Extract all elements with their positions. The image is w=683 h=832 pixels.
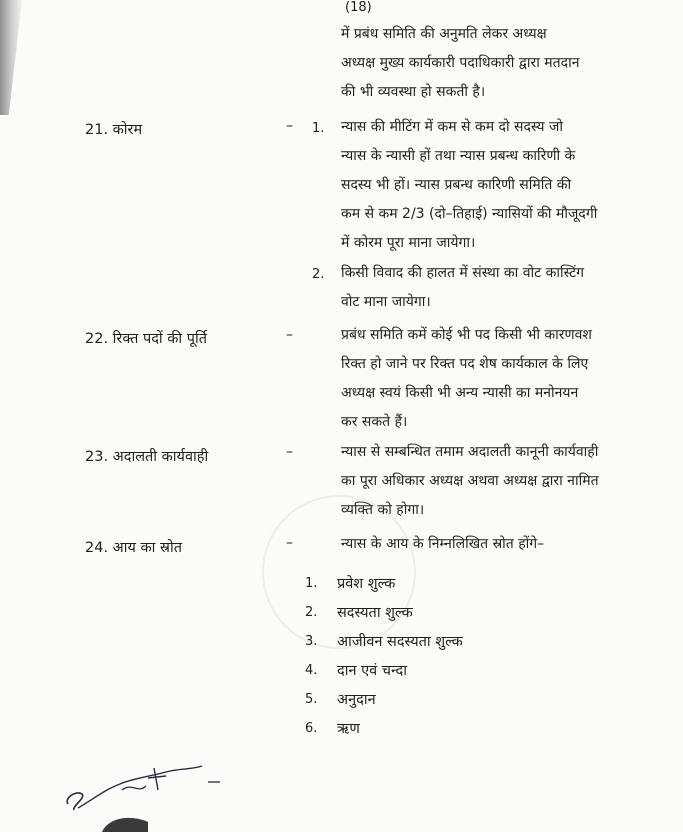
- intro-line: की भी व्यवस्था हो सकती है।: [341, 84, 486, 100]
- text-line: न्यास से सम्बन्धित तमाम अदालती कानूनी कार्यवाही: [341, 444, 599, 460]
- intro-line: अध्यक्ष मुख्य कार्यकारी पदाधिकारी द्वारा मतदान: [341, 55, 580, 71]
- income-item: आजीवन सदस्यता शुल्क: [337, 634, 463, 650]
- income-item: प्रवेश शुल्क: [337, 576, 396, 592]
- income-item-number: 1.: [305, 576, 318, 591]
- handwritten-signature: [62, 760, 232, 820]
- page-number: (18): [345, 0, 372, 15]
- text-line: अध्यक्ष स्वयं किसी भी अन्य न्यासी का मनोनयन: [341, 385, 579, 401]
- section-21-point-2-text: [341, 259, 627, 317]
- income-item-number: 6.: [305, 721, 318, 736]
- income-item: अनुदान: [337, 692, 376, 708]
- income-item: दान एवं चन्दा: [337, 663, 407, 679]
- section-23-dash: –: [286, 444, 293, 460]
- section-24-text: [341, 530, 627, 559]
- section-24-dash: –: [286, 535, 293, 551]
- section-21-label: 21. कोरम: [85, 122, 143, 138]
- text-line: न्यास के आय के निम्नलिखित स्रोत होंगे–: [341, 536, 545, 552]
- section-21-dash: –: [286, 118, 293, 134]
- seal-edge: [100, 812, 150, 832]
- section-22-text: [341, 321, 627, 437]
- text-line: सदस्य भी हों। न्यास प्रबन्ध कारिणी समिति की: [341, 177, 572, 193]
- income-item-number: 4.: [305, 663, 318, 678]
- section-24-label: 24. आय का स्रोत: [85, 540, 182, 556]
- text-line: न्यास की मीटिंग में कम से कम दो सदस्य जो: [341, 119, 563, 135]
- section-21-point-2-number: 2.: [312, 267, 325, 282]
- income-item: सदस्यता शुल्क: [337, 605, 413, 621]
- text-line: में कोरम पूरा माना जायेगा।: [341, 235, 476, 251]
- page-fold-shadow: [0, 0, 22, 115]
- section-22-dash: –: [286, 327, 293, 343]
- text-line: वोट माना जायेगा।: [341, 294, 431, 310]
- income-item-number: 3.: [305, 634, 318, 649]
- intro-line: में प्रबंध समिति की अनुमति लेकर अध्यक्ष: [341, 26, 547, 42]
- text-line: कम से कम 2/3 (दो–तिहाई) न्यासियों की मौजूदगी: [341, 206, 598, 222]
- text-line: न्यास के न्यासी हों तथा न्यास प्रबन्ध कारिणी के: [341, 148, 576, 164]
- text-line: व्यक्ति को होगा।: [341, 502, 425, 518]
- text-line: प्रबंध समिति कमें कोई भी पद किसी भी कारणवश: [341, 327, 592, 343]
- section-21-point-1-number: 1.: [312, 121, 325, 136]
- section-22-label: 22. रिक्त पदों की पूर्ति: [85, 331, 208, 347]
- text-line: रिक्त हो जाने पर रिक्त पद शेष कार्यकाल के लिए: [341, 356, 589, 372]
- income-item-number: 2.: [305, 605, 318, 620]
- income-item-number: 5.: [305, 692, 318, 707]
- text-line: किसी विवाद की हालत में संस्था का वोट कास्टिंग: [341, 265, 585, 281]
- section-23-text: [341, 438, 627, 525]
- section-21-point-1-text: [341, 113, 627, 258]
- section-23-label: 23. अदालती कार्यवाही: [85, 449, 209, 465]
- intro-paragraph: [341, 20, 627, 107]
- text-line: का पूरा अधिकार अध्यक्ष अथवा अध्यक्ष द्वारा नामित: [341, 473, 599, 489]
- text-line: कर सकते हैं।: [341, 414, 408, 430]
- income-item: ऋण: [337, 721, 360, 737]
